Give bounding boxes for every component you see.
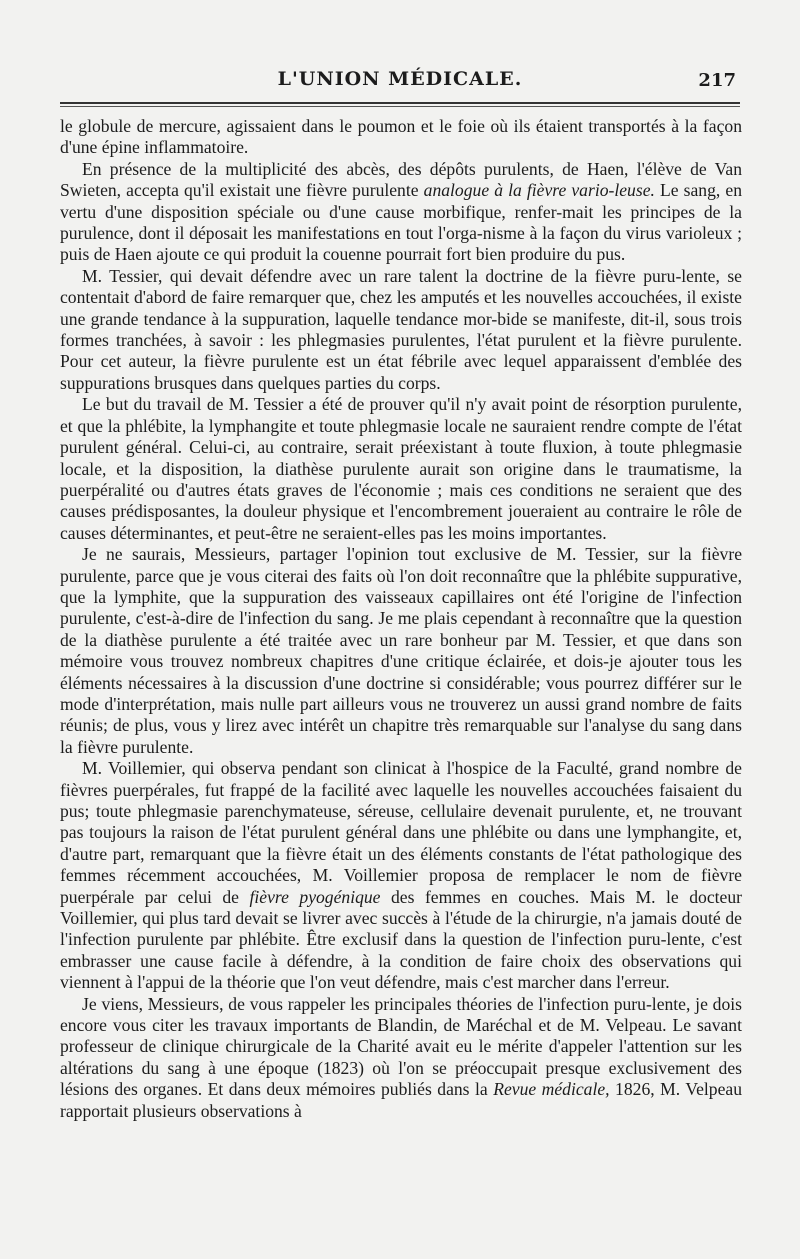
text-segment: Le but du travail de M. Tessier a été de prouver qu'il n'y avait point de résorption purulente, et que la phlébite, la lymphangite et toute phlegmasie locale ne sauraient rendre compte de l'état purulent général. Celui-ci, au contraire, serait préexistant à toute fluxion, à toute phlegmasie locale, et la disposition, la diathèse purulente aurait son origine dans le traumatisme, la puerpéralité ou d'autres états graves de l'économie ; mais ces conditions ne seraient que des causes prédisposantes, la douleur physique et l'encombrement joueraient au contraire le rôle de causes déterminantes, et peut-être ne seraient-elles pas les moins importantes. <box>60 394 742 543</box>
paragraph-p7 <box>60 994 742 1122</box>
text-segment: En présence de la multiplicité des abcès, des dépôts purulents, de Haen, l'élève de Van Swieten, accepta qu'il existait une fièvre purulente <box>60 158 742 201</box>
text-segment: M. Tessier, qui devait défendre avec un rare talent la doctrine de la fièvre puru-lente, se contentait d'abord de faire remarquer que, chez les amputés et les nouvelles accouchées, il existe une grande tendance à la suppuration, laquelle tendance mor-bide se manifeste, dit-il, sous trois formes tranchées, à savoir : les phlegmasies purulentes, l'état purulent et la fièvre purulente. Pour cet auteur, la fièvre purulente est un état fébrile avec lequel apparaissent d'emblée des suppurations brusques dans quelques parties du corps. <box>60 265 742 393</box>
paragraph-p4 <box>60 394 742 544</box>
running-header <box>60 66 740 100</box>
italic-text: Revue médicale, <box>493 1079 610 1100</box>
text-segment: des femmes en couches. Mais M. le docteur Voillemier, qui plus tard devait se livrer avec succès à l'étude de la chirurgie, n'a jamais douté de l'infection purulente par phlébite. Être exclusif dans la question de l'infection puru-lente, c'est embrasser une cause facile à défendre, à la condition de faire choix des observations qui viennent à l'appui de la théorie que l'on veut défendre, mais c'est marcher dans l'erreur. <box>60 886 742 993</box>
paragraph-p3 <box>60 266 742 394</box>
text-segment: M. Voillemier, qui observa pendant son clinicat à l'hospice de la Faculté, grand nombre de fièvres puerpérales, fut frappé de la facilité avec laquelle les nouvelles accouchées faisaient du pus; toute phlegmasie parenchymateuse, séreuse, cellulaire devenait purulente, et, ne trouvant pas toujours la raison de l'état purulent général dans une phlébite ou dans une lymphangite, et, d'autre part, remarquant que la fièvre était un des éléments constants de l'état pathologique des femmes récemment accouchées, M. Voillemier proposa de remplacer le nom de fièvre puerpérale par celui de <box>60 758 742 907</box>
paragraph-p2 <box>60 159 742 266</box>
page-number: 217 <box>698 70 736 91</box>
text-segment: 1826, M. Velpeau rapportait plusieurs observations à <box>60 1079 742 1121</box>
text-segment: Je ne saurais, Messieurs, partager l'opinion tout exclusive de M. Tessier, sur la fièvre purulente, parce que je vous citerai des faits où l'on doit reconnaître que la phlébite suppurative, que la lymphite, que la suppuration des vaisseaux capillaires ont été l'origine de l'infection purulente, c'est-à-dire de l'infection du sang. Je me plais cependant à reconnaître que la question de la diathèse purulente a été traitée avec un rare bonheur par M. Tessier, et que dans son mémoire vous trouvez nombreux chapitres d'une critique éclairée, et dois-je ajouter tous les éléments nécessaires à la discussion d'une doctrine si considérable; vous pourrez différer sur le mode d'interprétation, mais nulle part ailleurs vous ne trouverez un aussi grand nombre de faits réunis; de plus, vous y lirez avec intérêt un chapitre très remarquable sur l'analyse du sang dans la fièvre purulente. <box>60 544 742 757</box>
body-text <box>60 116 742 1122</box>
italic-text: fièvre pyogénique <box>249 886 381 907</box>
journal-title: L'UNION MÉDICALE. <box>277 68 523 90</box>
header-rule <box>60 102 740 104</box>
header-rule-thin <box>60 106 740 107</box>
paragraph-p1 <box>60 116 742 159</box>
text-segment: le globule de mercure, agissaient dans le poumon et le foie où ils étaient transportés à la façon d'une épine inflammatoire. <box>60 116 742 158</box>
italic-text: analogue à la fièvre vario-leuse. <box>423 180 655 201</box>
paragraph-p6 <box>60 758 742 993</box>
text-segment: Je viens, Messieurs, de vous rappeler les principales théories de l'infection puru-lente, je dois encore vous citer les travaux importants de Blandin, de Maréchal et de M. Velpeau. Le savant professeur de clinique chirurgicale de la Charité avait eu le mérite d'appeler l'attention sur les altérations du sang à une époque (1823) où l'on se préoccupait presque exclusivement des lésions des organes. Et dans deux mémoires publiés dans la <box>60 993 742 1100</box>
paragraph-p5 <box>60 544 742 758</box>
text-segment: Le sang, en vertu d'une disposition spéciale ou d'une cause morbifique, renfer-mait les principes de la purulence, dont il déposait les manifestations en tout l'orga-nisme à la façon du virus varioleux ; puis de Haen ajoute ce qui produit la couenne pourrait fort bien produire du pus. <box>60 180 742 265</box>
